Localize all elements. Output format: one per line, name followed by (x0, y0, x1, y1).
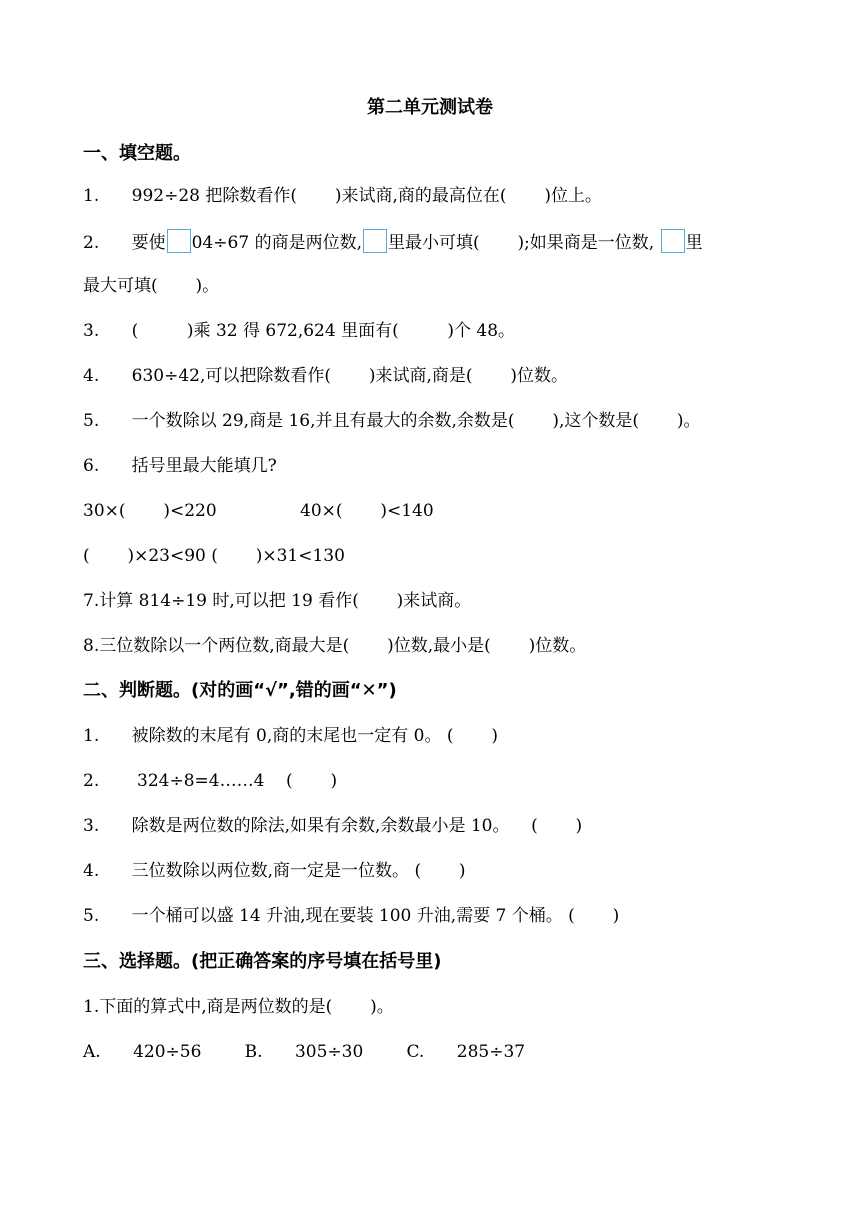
question-1-2-text-c: 里最小可填( );如果商是一位数, (387, 233, 660, 253)
question-1-1: 1. 992÷28 把除数看作( )来试商,商的最高位在( )位上。 (83, 186, 602, 206)
question-3-1: 1.下面的算式中,商是两位数的是( )。 (83, 997, 394, 1017)
question-1-5: 5. 一个数除以 29,商是 16,并且有最大的余数,余数是( ),这个数是( )。 (83, 411, 701, 431)
blank-box-icon (363, 229, 387, 253)
question-1-2-text-d: 里 (685, 233, 703, 253)
question-2-4: 4. 三位数除以两位数,商一定是一位数。 ( ) (83, 861, 466, 881)
question-2-3: 3. 除数是两位数的除法,如果有余数,余数最小是 10。 ( ) (83, 816, 583, 836)
question-1-2-text-a: 2. 要使 (83, 233, 166, 253)
question-1-6-a: 30×( )<220 (83, 501, 217, 521)
section-heading-multiple-choice: 三、选择题。(把正确答案的序号填在括号里) (83, 951, 442, 972)
question-1-7: 7.计算 814÷19 时,可以把 19 看作( )来试商。 (83, 591, 472, 611)
question-2-2: 2. 324÷8=4……4 ( ) (83, 771, 338, 791)
section-heading-true-false: 二、判断题。(对的画“√”,错的画“✕”) (83, 680, 397, 701)
question-1-3: 3. ( )乘 32 得 672,624 里面有( )个 48。 (83, 321, 516, 341)
question-1-6: 6. 括号里最大能填几? (83, 456, 277, 476)
question-2-1: 1. 被除数的末尾有 0,商的末尾也一定有 0。 ( ) (83, 726, 498, 746)
question-1-4: 4. 630÷42,可以把除数看作( )来试商,商是( )位数。 (83, 366, 568, 386)
question-1-6-b: 40×( )<140 (300, 501, 434, 521)
blank-box-icon (167, 229, 191, 253)
question-1-8: 8.三位数除以一个两位数,商最大是( )位数,最小是( )位数。 (83, 636, 587, 656)
blank-box-icon (661, 229, 685, 253)
question-1-6-c: ( )×23<90 ( )×31<130 (83, 546, 345, 566)
question-1-2-continued: 最大可填( )。 (83, 276, 220, 296)
question-1-2 (83, 229, 703, 255)
section-heading-fill-in: 一、填空题。 (83, 143, 191, 164)
question-3-1-options: A. 420÷56 B. 305÷30 C. 285÷37 (83, 1042, 526, 1062)
page-title: 第二单元测试卷 (367, 97, 493, 118)
question-2-5: 5. 一个桶可以盛 14 升油,现在要装 100 升油,需要 7 个桶。 ( ) (83, 906, 620, 926)
question-1-2-text-b: 04÷67 的商是两位数, (191, 233, 362, 253)
